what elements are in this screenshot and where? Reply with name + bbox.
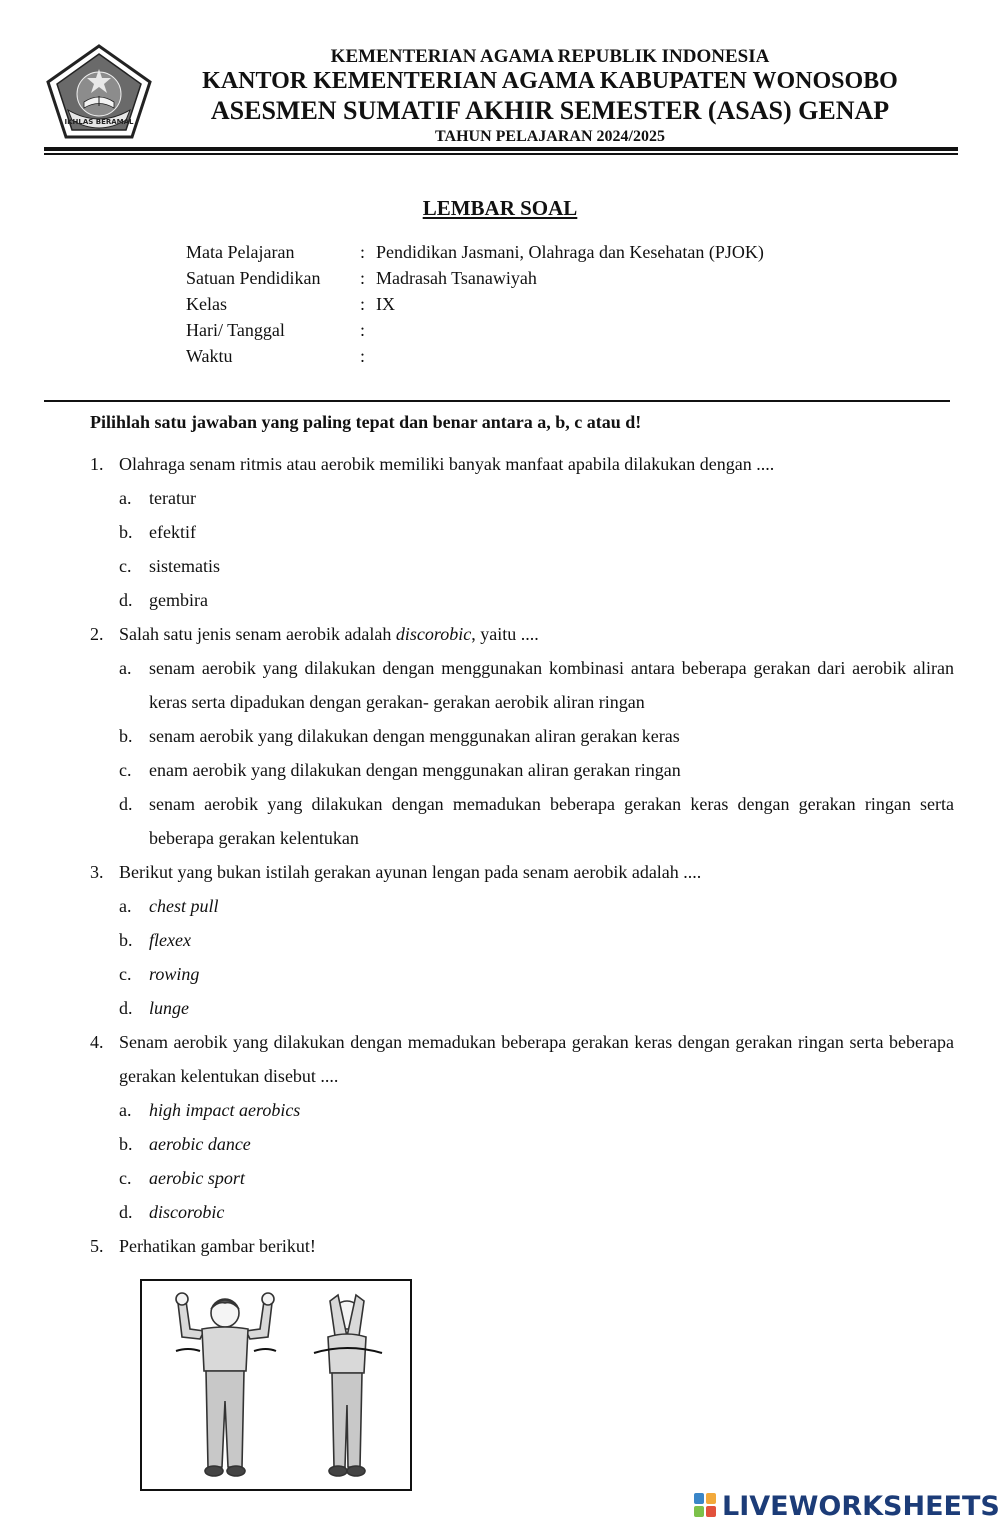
info-row: Satuan Pendidikan : Madrasah Tsanawiyah	[186, 268, 764, 294]
liveworksheets-mark-icon	[694, 1493, 718, 1519]
answer-option[interactable]: d. discorobic	[119, 1202, 225, 1222]
info-row: Waktu :	[186, 346, 764, 372]
question-text: Salah satu jenis senam aerobik adalah discorobic, yaitu ....	[119, 624, 539, 644]
answer-option[interactable]: a. teratur	[119, 488, 196, 508]
answer-option[interactable]: b. aerobic dance	[119, 1134, 251, 1154]
question-number: 1.	[90, 454, 104, 474]
question-3	[90, 855, 954, 889]
info-value: Pendidikan Jasmani, Olahraga dan Kesehatan (PJOK)	[376, 242, 764, 262]
info-label: Satuan Pendidikan	[186, 268, 321, 288]
document-header	[0, 0, 1000, 160]
svg-text:IKHLAS BERAMAL: IKHLAS BERAMAL	[64, 118, 134, 126]
info-label: Waktu	[186, 346, 233, 366]
answer-option[interactable]: c. aerobic sport	[119, 1168, 245, 1188]
answer-option[interactable]: b. efektif	[119, 522, 196, 542]
question-1	[90, 447, 954, 481]
info-row: Kelas : IX	[186, 294, 764, 320]
exam-info-table	[186, 242, 764, 372]
question-text: Berikut yang bukan istilah gerakan ayunan lengan pada senam aerobik adalah ....	[119, 862, 702, 882]
answer-option[interactable]: c. rowing	[119, 964, 200, 984]
question-text: Olahraga senam ritmis atau aerobik memiliki banyak manfaat apabila dilakukan dengan ....	[119, 454, 775, 474]
question-4	[90, 1025, 954, 1093]
question-number: 2.	[90, 624, 104, 644]
answer-option[interactable]: a. chest pull	[119, 896, 219, 916]
answer-option[interactable]: b. flexex	[119, 930, 191, 950]
info-label: Kelas	[186, 294, 227, 314]
header-divider-thin	[44, 153, 958, 155]
answer-option[interactable]: a. senam aerobik yang dilakukan dengan menggunakan kombinasi antara beberapa gerakan dari aerobik aliran keras serta dipadukan dengan gerakan- gerakan aerobik aliran ringan	[119, 658, 954, 712]
header-line-year: TAHUN PELAJARAN 2024/2025	[435, 128, 665, 145]
question-number: 5.	[90, 1236, 104, 1256]
info-label: Mata Pelajaran	[186, 242, 295, 262]
header-line-office: KANTOR KEMENTERIAN AGAMA KABUPATEN WONOSOBO	[202, 68, 898, 94]
answer-option[interactable]: c. enam aerobik yang dilakukan dengan menggunakan aliran gerakan ringan	[119, 760, 681, 780]
aerobic-figures-icon	[142, 1281, 410, 1489]
answer-option[interactable]: d. senam aerobik yang dilakukan dengan memadukan beberapa gerakan keras dengan gerakan ringan serta beberapa gerakan kelentukan	[119, 794, 954, 848]
exercise-illustration	[140, 1279, 412, 1491]
question-2	[90, 617, 954, 651]
question-5	[90, 1229, 954, 1263]
header-line-exam: ASESMEN SUMATIF AKHIR SEMESTER (ASAS) GENAP	[210, 96, 890, 125]
watermark-text: LIVEWORKSHEETS	[722, 1490, 1000, 1522]
header-line-ministry: KEMENTERIAN AGAMA REPUBLIK INDONESIA	[330, 46, 770, 67]
question-text: Senam aerobik yang dilakukan dengan memadukan beberapa gerakan keras dengan gerakan ringan serta beberapa gerakan kelentukan disebut ....	[119, 1032, 954, 1086]
header-divider-thick	[44, 147, 958, 151]
question-number: 4.	[90, 1032, 104, 1052]
instruction-text: Pilihlah satu jawaban yang paling tepat dan benar antara a, b, c atau d!	[90, 412, 642, 432]
info-label: Hari/ Tanggal	[186, 320, 285, 340]
question-list	[90, 447, 954, 1263]
answer-option[interactable]: d. lunge	[119, 998, 189, 1018]
info-value: Madrasah Tsanawiyah	[376, 268, 537, 288]
info-row: Hari/ Tanggal :	[186, 320, 764, 346]
answer-option[interactable]: b. senam aerobik yang dilakukan dengan menggunakan aliran gerakan keras	[119, 726, 680, 746]
kemenag-logo-icon	[46, 44, 152, 140]
liveworksheets-logo	[694, 1490, 1000, 1522]
answer-option[interactable]: c. sistematis	[119, 556, 220, 576]
question-number: 3.	[90, 862, 104, 882]
section-divider	[44, 400, 950, 402]
answer-option[interactable]: d. gembira	[119, 590, 208, 610]
info-row: Mata Pelajaran : Pendidikan Jasmani, Olahraga dan Kesehatan (PJOK)	[186, 242, 764, 268]
info-value: IX	[376, 294, 395, 314]
page-title: LEMBAR SOAL	[422, 196, 578, 220]
answer-option[interactable]: a. high impact aerobics	[119, 1100, 301, 1120]
question-text: Perhatikan gambar berikut!	[119, 1236, 316, 1256]
